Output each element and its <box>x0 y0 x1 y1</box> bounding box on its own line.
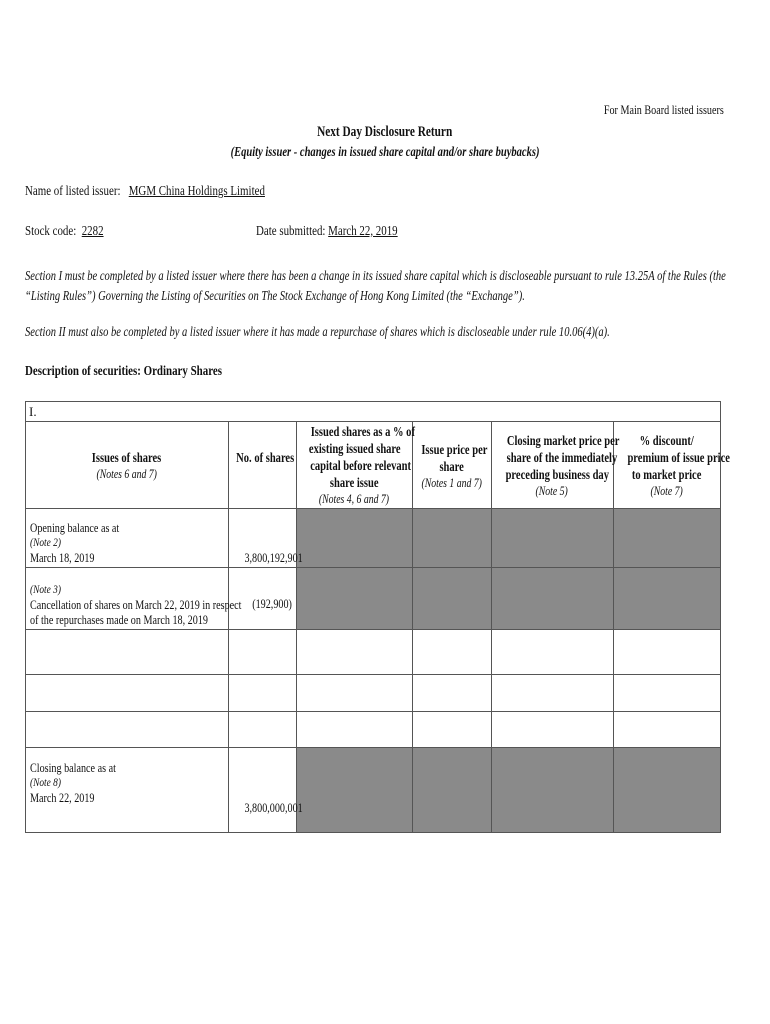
securities-description: Description of securities: Ordinary Shares <box>25 364 222 379</box>
issuer-name-value: MGM China Holdings Limited <box>128 184 265 199</box>
shaded-cell <box>297 568 720 629</box>
opening-balance-label: Opening balance as at (Note 2) March 18, 2019 <box>30 520 120 565</box>
issuer-name-row <box>25 184 333 200</box>
closing-balance-label: Closing balance as at (Note 8) March 22, 2019 <box>30 760 116 805</box>
table-rule <box>26 421 720 422</box>
header-issued-shares-pct: Issued shares as a % of existing issued share capital before relevant share issue (Notes 4, 6 and 7) <box>308 424 415 506</box>
closing-balance-shares: 3,800,000,001 <box>244 800 303 815</box>
header-issue-price: Issue price per share (Notes 1 and 7) <box>421 442 488 490</box>
shaded-cell <box>297 509 720 567</box>
header-closing-market-price: Closing market price per share of the immediately preceding business day (Note 5) <box>505 433 620 498</box>
page-title: Next Day Disclosure Return <box>317 124 453 140</box>
date-submitted-value: March 22, 2019 <box>328 224 398 239</box>
table-rule <box>26 508 720 509</box>
header-no-of-shares: No. of shares <box>236 450 295 465</box>
date-submitted-label: Date submitted: <box>256 224 326 239</box>
stock-code-label: Stock code: <box>25 224 77 239</box>
section1-paragraph: Section I must be completed by a listed issuer where there has been a change in its issued share capital which is discloseable pursuant to rule 13.25A of the Rules (the “Listing Rules”) Governing the Listing of Securities on The Stock Exchange of Hong Kong Limited (the “Exchange”). <box>25 268 726 303</box>
table-rule <box>26 674 720 675</box>
board-line: For Main Board listed issuers <box>604 102 724 117</box>
date-submitted-row <box>256 224 438 240</box>
cancellation-label: (Note 3) Cancellation of shares on March 22, 2019 in respect of the repurchases made on March 18, 2019 <box>30 582 242 627</box>
issuer-name-label: Name of listed issuer: <box>25 184 121 199</box>
table-rule <box>26 567 720 568</box>
table-rule <box>26 629 720 630</box>
stock-code-value: 2282 <box>81 224 104 239</box>
header-discount-premium: % discount/ premium of issue price to market price (Note 7) <box>627 433 730 498</box>
section-number: I. <box>29 404 37 419</box>
opening-balance-shares: 3,800,192,901 <box>244 550 303 565</box>
cancellation-shares: (192,900) <box>252 596 292 611</box>
page-subtitle: (Equity issuer - changes in issued share capital and/or share buybacks) <box>230 144 540 159</box>
table-rule <box>26 711 720 712</box>
stock-code-row <box>25 224 126 240</box>
shaded-cell <box>297 748 720 832</box>
header-issues-of-shares: Issues of shares (Notes 6 and 7) <box>92 450 162 481</box>
table-rule <box>26 747 720 748</box>
share-capital-table <box>25 401 730 833</box>
section2-paragraph: Section II must also be completed by a listed issuer where it has made a repurchase of shares which is discloseable under rule 10.06(4)(a). <box>25 324 610 339</box>
